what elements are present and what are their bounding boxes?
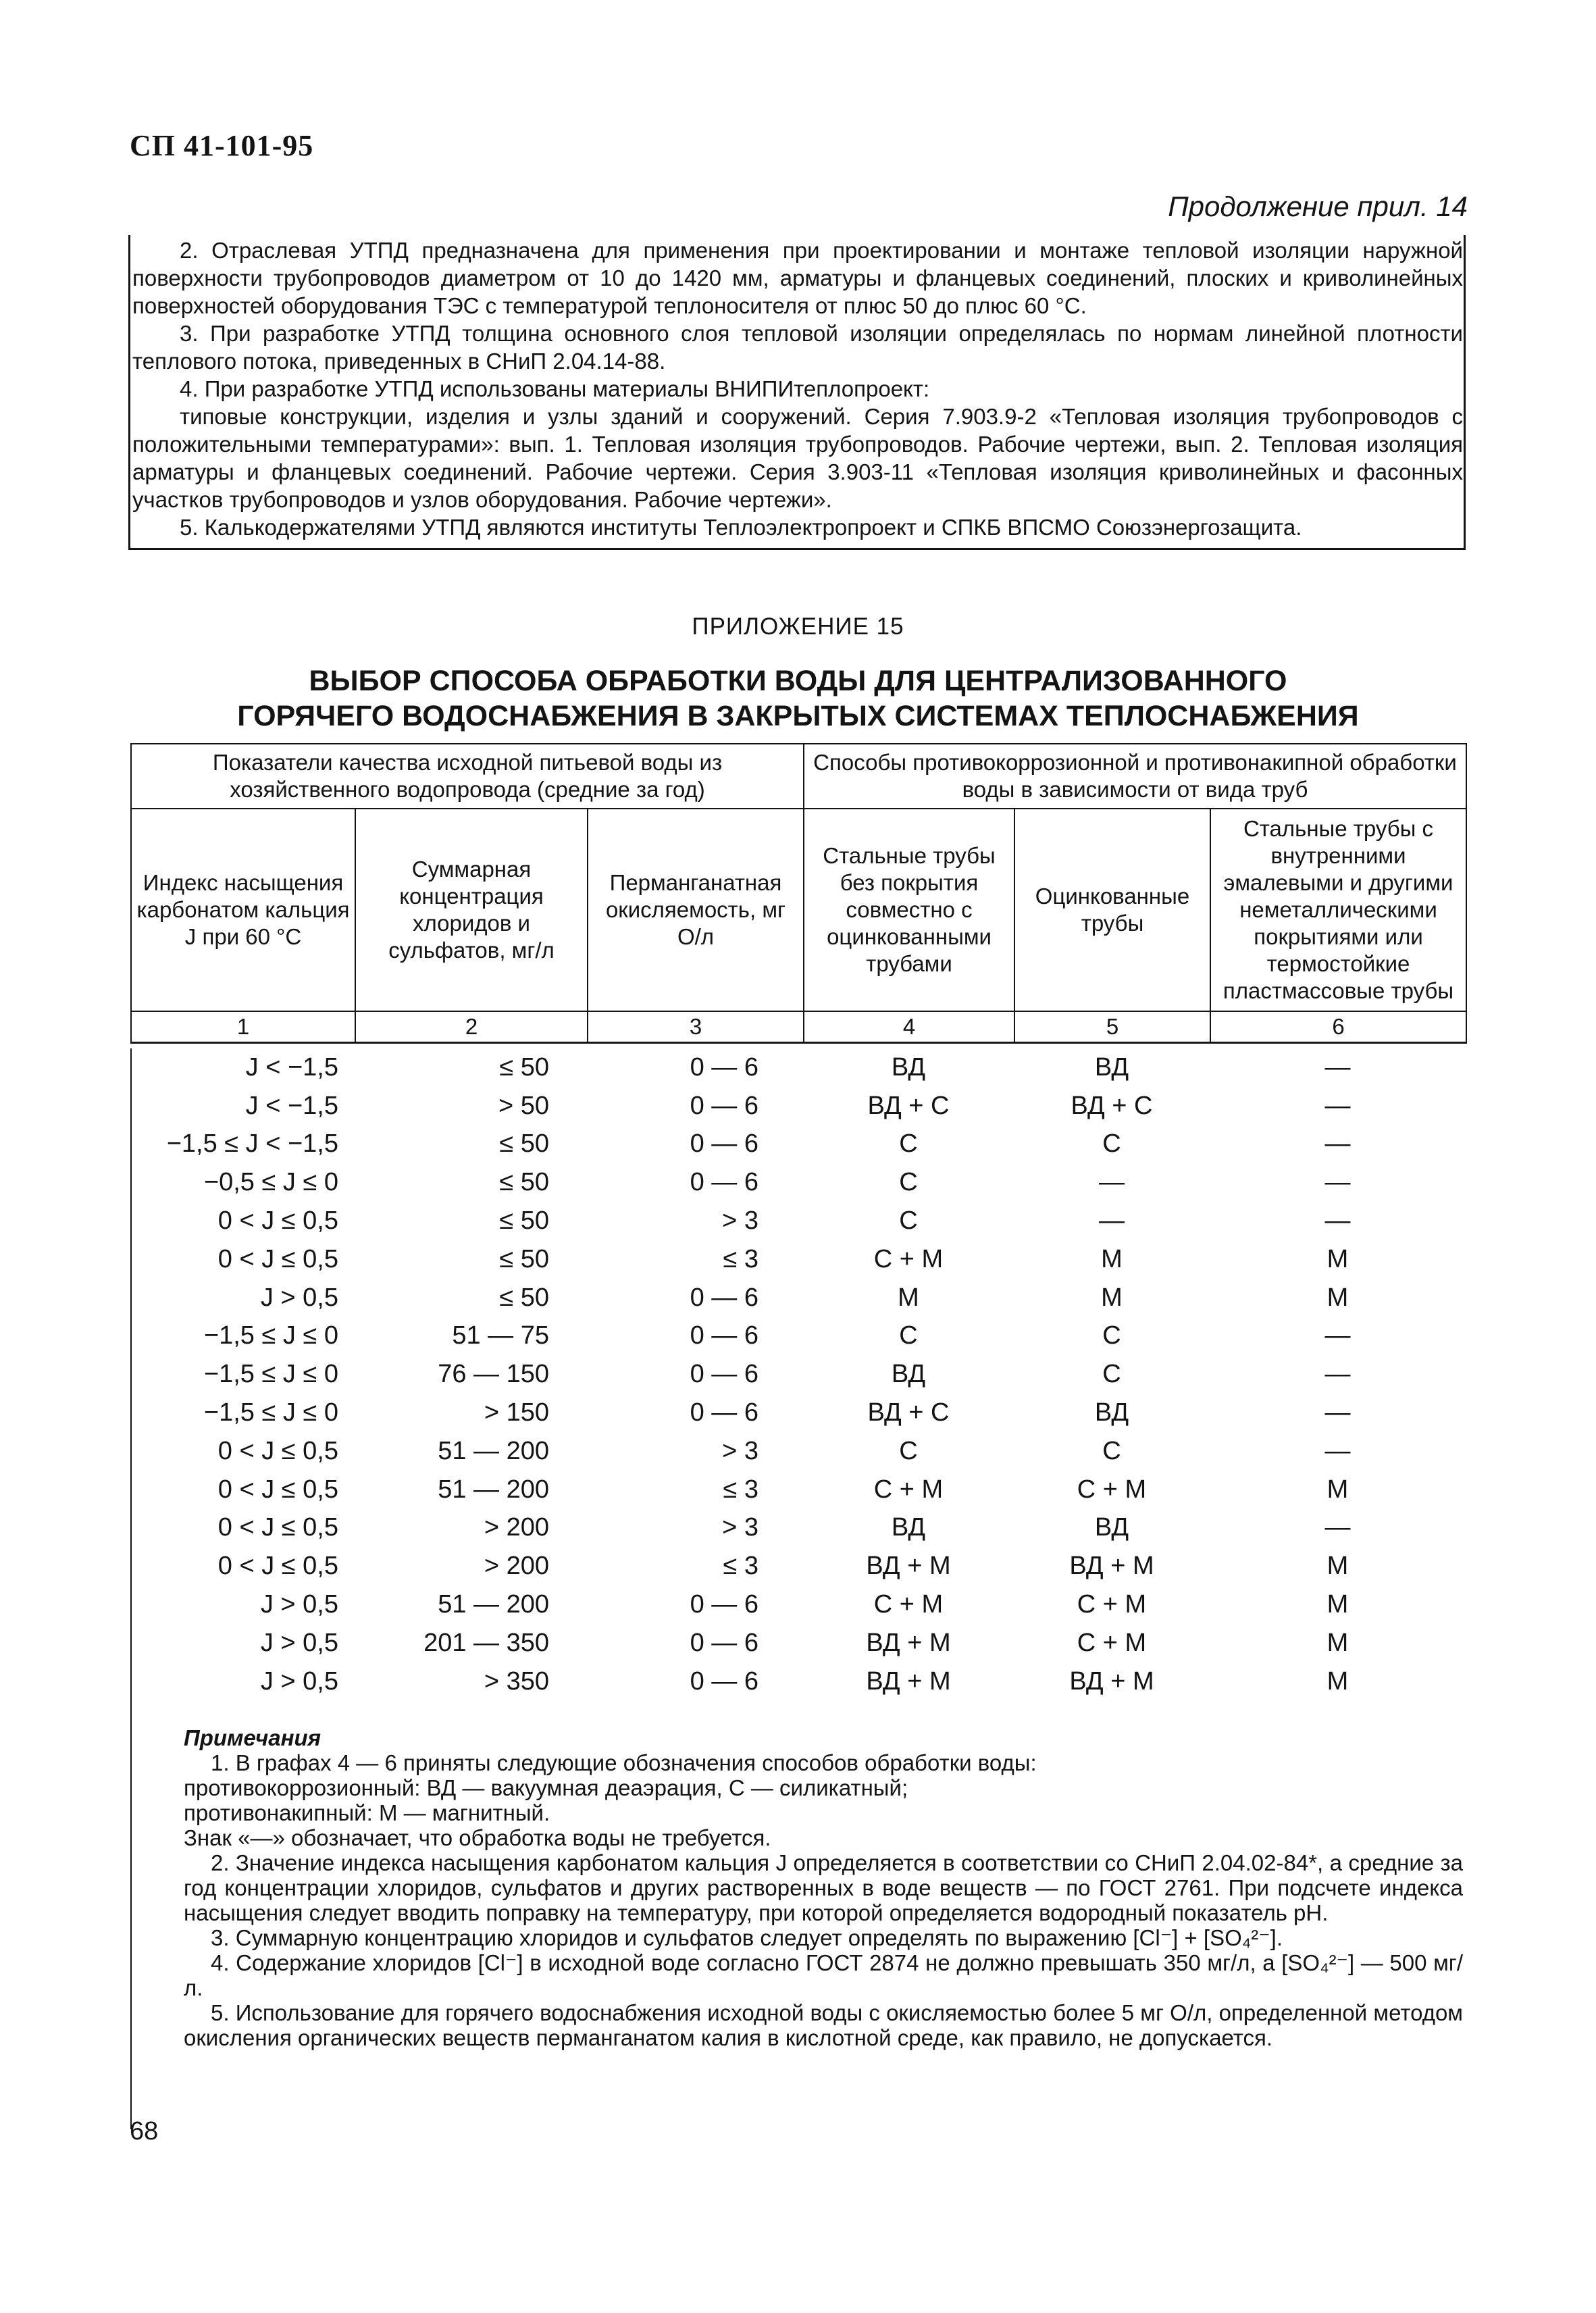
table-row <box>130 1163 1466 1202</box>
table-row <box>130 1240 1466 1279</box>
table-cell-col-6: — <box>1324 1052 1351 1082</box>
column-header-1: Индекс насыщения карбонатом кальция J при 60 °С <box>131 809 355 1011</box>
table-cell-col-3: > 3 <box>722 1436 758 1465</box>
column-header-3: Перманганатная окисляемость, мг О/л <box>588 809 804 1011</box>
table-cell-col-2: ≤ 50 <box>499 1244 549 1273</box>
table-cell-col-1: −0,5 ≤ J ≤ 0 <box>203 1168 338 1197</box>
table-cell-col-6: — <box>1324 1398 1351 1427</box>
note-1-dash: Знак «—» обозначает, что обработка воды не требуется. <box>184 1825 771 1850</box>
table-cell-col-3: 0 — 6 <box>690 1628 758 1657</box>
table-row <box>130 1048 1466 1087</box>
table-cell-col-4: ВД <box>891 1052 926 1082</box>
group-header-methods: Способы противокоррозионной и противонакипной обработки воды в зависимости от вида труб <box>804 744 1466 809</box>
column-header-4: Стальные трубы без покрытия совместно с оцинкованными трубами <box>804 809 1014 1011</box>
table-cell-col-3: > 3 <box>722 1206 758 1236</box>
table-cell-col-2: 51 — 200 <box>438 1436 549 1465</box>
column-number: 6 <box>1210 1011 1466 1042</box>
note-1-scale: противонакипный: М — магнитный. <box>184 1800 550 1825</box>
table-cell-col-4: ВД + С <box>867 1091 950 1120</box>
table-cell-col-6: М <box>1327 1552 1349 1581</box>
table-cell-col-5: С + М <box>1077 1475 1147 1504</box>
column-number: 4 <box>804 1011 1014 1042</box>
table-cell-col-3: 0 — 6 <box>690 1360 758 1389</box>
top-note-3: 3. При разработке УТПД толщина основного слоя тепловой изоляции определялась по нормам линейной плотности теплового потока, приведенных в СНиП 2.04.14-88. <box>132 321 1463 374</box>
table-cell-col-5: ВД + С <box>1071 1091 1153 1120</box>
table-cell-col-6: — <box>1324 1360 1351 1389</box>
table-cell-col-4: ВД + С <box>867 1398 950 1427</box>
column-header-6: Стальные трубы с внутренними эмалевыми и другими неметаллическими покрытиями или термостойкие пластмассовые трубы <box>1210 809 1466 1011</box>
table-cell-col-5: С <box>1102 1360 1121 1389</box>
table-cell-col-2: 51 — 200 <box>438 1475 549 1504</box>
table-cell-col-2: ≤ 50 <box>499 1052 549 1082</box>
table-cell-col-4: С + М <box>873 1475 944 1504</box>
table-cell-col-5: ВД + М <box>1069 1552 1154 1581</box>
table-cell-col-1: J < −1,5 <box>245 1091 338 1120</box>
table-cell-col-5: С <box>1102 1321 1121 1350</box>
table-cell-col-6: М <box>1327 1628 1349 1657</box>
table-cell-col-4: С <box>899 1321 918 1350</box>
table-cell-col-1: J > 0,5 <box>260 1590 338 1619</box>
table-row <box>130 1585 1466 1624</box>
table-cell-col-3: ≤ 3 <box>723 1552 758 1581</box>
water-treatment-table-header <box>130 743 1467 1044</box>
table-row <box>130 1279 1466 1317</box>
table-cell-col-1: 0 < J ≤ 0,5 <box>217 1244 338 1273</box>
table-cell-col-5: С + М <box>1077 1590 1147 1619</box>
appendix-title-line-1: ВЫБОР СПОСОБА ОБРАБОТКИ ВОДЫ ДЛЯ ЦЕНТРАЛИЗОВАННОГО <box>309 665 1287 697</box>
note-1-corrosion: противокоррозионный: ВД — вакуумная деаэрация, С — силикатный; <box>184 1775 908 1800</box>
column-number: 3 <box>588 1011 804 1042</box>
table-cell-col-2: 51 — 75 <box>452 1321 549 1350</box>
table-cell-col-1: 0 < J ≤ 0,5 <box>217 1475 338 1504</box>
table-cell-col-5: С + М <box>1077 1628 1147 1657</box>
table-cell-col-5: ВД <box>1094 1513 1129 1542</box>
column-number: 1 <box>131 1011 355 1042</box>
table-cell-col-6: М <box>1327 1244 1349 1273</box>
table-cell-col-6: — <box>1324 1513 1351 1542</box>
table-cell-col-6: М <box>1327 1283 1349 1312</box>
table-cell-col-3: > 3 <box>722 1513 758 1542</box>
table-row <box>130 1471 1466 1509</box>
notes <box>184 1725 1463 2050</box>
table-cell-col-1: 0 < J ≤ 0,5 <box>217 1206 338 1236</box>
table-row <box>130 1547 1466 1585</box>
table-cell-col-2: 51 — 200 <box>438 1590 549 1619</box>
table-cell-col-1: J > 0,5 <box>260 1628 338 1657</box>
table-row <box>130 1432 1466 1471</box>
table-row <box>130 1317 1466 1356</box>
table-cell-col-1: J < −1,5 <box>245 1052 338 1082</box>
table-cell-col-3: 0 — 6 <box>690 1398 758 1427</box>
table-cell-col-1: 0 < J ≤ 0,5 <box>217 1436 338 1465</box>
table-cell-col-1: 0 < J ≤ 0,5 <box>217 1513 338 1542</box>
column-number: 5 <box>1014 1011 1210 1042</box>
table-cell-col-2: 201 — 350 <box>423 1628 549 1657</box>
table-cell-col-6: — <box>1324 1206 1351 1236</box>
notes-heading: Примечания <box>184 1725 321 1750</box>
table-cell-col-1: J > 0,5 <box>260 1283 338 1312</box>
table-cell-col-6: М <box>1327 1475 1349 1504</box>
top-note-4-body: типовые конструкции, изделия и узлы зданий и сооружений. Серия 7.903.9-2 «Тепловая изоляция трубопроводов с положительными температурами»: вып. 1. Тепловая изоляция трубопроводов. Рабочие чертежи, вып. 2. Тепловая изоляция арматуры и фланцевых соединений. Рабочие чертежи. Серия 3.903-11 «Тепловая изоляция криволинейных и фасонных участков трубопроводов и узлов оборудования. Рабочие чертежи». <box>132 404 1463 512</box>
table-cell-col-5: М <box>1101 1283 1123 1312</box>
table-cell-col-6: — <box>1324 1168 1351 1197</box>
table-cell-col-2: > 350 <box>484 1667 549 1696</box>
table-cell-col-4: ВД + М <box>866 1667 951 1696</box>
table-cell-col-3: 0 — 6 <box>690 1590 758 1619</box>
table-cell-col-4: М <box>898 1283 919 1312</box>
table-cell-col-3: ≤ 3 <box>723 1244 758 1273</box>
table-cell-col-5: ВД + М <box>1069 1667 1154 1696</box>
note-1: 1. В графах 4 — 6 приняты следующие обозначения способов обработки воды: <box>211 1750 1037 1775</box>
table-cell-col-4: ВД <box>891 1513 926 1542</box>
top-note-5: 5. Калькодержателями УТПД являются институты Теплоэлектропроект и СПКБ ВПСМО Союзэнергозащита. <box>180 515 1302 540</box>
appendix-label: ПРИЛОЖЕНИЕ 15 <box>692 613 904 640</box>
table-cell-col-3: 0 — 6 <box>690 1168 758 1197</box>
table-cell-col-5: М <box>1101 1244 1123 1273</box>
table-cell-col-1: J > 0,5 <box>260 1667 338 1696</box>
table-row <box>130 1662 1466 1701</box>
table-row <box>130 1087 1466 1125</box>
table-cell-col-2: 76 — 150 <box>438 1360 549 1389</box>
table-cell-col-3: 0 — 6 <box>690 1283 758 1312</box>
table-cell-col-6: — <box>1324 1436 1351 1465</box>
note-2: 2. Значение индекса насыщения карбонатом кальция J определяется в соответствии со СНиП 2.04.02-84*, а средние за год концентрации хлоридов, сульфатов и других растворенных в воде веществ — по ГОСТ 2761. При подсчете индекса насыщения следует вводить поправку на температуру, при которой определяется водородный показатель рН. <box>184 1850 1463 1925</box>
table-cell-col-4: С + М <box>873 1590 944 1619</box>
page-number: 68 <box>130 2117 159 2145</box>
table-cell-col-3: ≤ 3 <box>723 1475 758 1504</box>
document-code: СП 41-101-95 <box>130 129 314 162</box>
table-cell-col-5: С <box>1102 1436 1121 1465</box>
top-note-4: 4. При разработке УТПД использованы материалы ВНИПИтеплопроект: <box>180 376 930 401</box>
table-cell-col-1: 0 < J ≤ 0,5 <box>217 1552 338 1581</box>
table-cell-col-6: М <box>1327 1667 1349 1696</box>
table-row <box>130 1509 1466 1548</box>
table-cell-col-5: — <box>1099 1168 1125 1197</box>
top-note-2: 2. Отраслевая УТПД предназначена для применения при проектировании и монтаже тепловой изоляции наружной поверхности трубопроводов диаметром от 10 до 1420 мм, арматуры и фланцевых соединений, плоских и криволинейных поверхностей оборудования ТЭС с температурой теплоносителя от плюс 50 до плюс 60 °С. <box>132 238 1463 318</box>
table-cell-col-6: — <box>1324 1129 1351 1159</box>
table-row <box>130 1355 1466 1394</box>
table-row <box>130 1394 1466 1432</box>
group-header-quality: Показатели качества исходной питьевой воды из хозяйственного водопровода (средние за год) <box>131 744 804 809</box>
table-cell-col-3: 0 — 6 <box>690 1667 758 1696</box>
table-cell-col-1: −1,5 ≤ J ≤ 0 <box>203 1398 338 1427</box>
table-cell-col-5: ВД <box>1094 1398 1129 1427</box>
table-cell-col-3: 0 — 6 <box>690 1321 758 1350</box>
table-cell-col-2: ≤ 50 <box>499 1129 549 1159</box>
column-header-5: Оцинкованные трубы <box>1014 809 1210 1011</box>
top-notes <box>132 236 1463 541</box>
table-cell-col-4: С <box>899 1168 918 1197</box>
table-cell-col-1: −1,5 ≤ J ≤ 0 <box>203 1360 338 1389</box>
note-4: 4. Содержание хлоридов [Cl⁻] в исходной воде согласно ГОСТ 2874 не должно превышать 350 мг/л, а [SO₄²⁻] — 500 мг/л. <box>184 1950 1463 2000</box>
table-cell-col-4: С <box>899 1129 918 1159</box>
table-cell-col-6: — <box>1324 1321 1351 1350</box>
table-cell-col-2: ≤ 50 <box>499 1168 549 1197</box>
table-cell-col-6: — <box>1324 1091 1351 1120</box>
table-body <box>130 1048 1466 1701</box>
table-cell-col-3: 0 — 6 <box>690 1129 758 1159</box>
table-cell-col-3: 0 — 6 <box>690 1091 758 1120</box>
column-header-2: Суммарная концентрация хлоридов и сульфатов, мг/л <box>355 809 588 1011</box>
table-cell-col-5: — <box>1099 1206 1125 1236</box>
note-3: 3. Суммарную концентрацию хлоридов и сульфатов следует определять по выражению [Cl⁻] + [SO₄²⁻]. <box>211 1925 1283 1950</box>
table-cell-col-4: С <box>899 1436 918 1465</box>
table-row <box>130 1624 1466 1662</box>
table-cell-col-5: ВД <box>1094 1052 1129 1082</box>
table-cell-col-6: М <box>1327 1590 1349 1619</box>
table-cell-col-4: С <box>899 1206 918 1236</box>
table-cell-col-2: > 150 <box>484 1398 549 1427</box>
table-row <box>130 1202 1466 1240</box>
table-cell-col-2: ≤ 50 <box>499 1283 549 1312</box>
table-cell-col-2: > 200 <box>484 1552 549 1581</box>
note-5: 5. Использование для горячего водоснабжения исходной воды с окисляемостью более 5 мг О/л, определенной методом окисления органических веществ перманганатом калия в кислотной среде, как правило, не допускается. <box>184 2000 1463 2050</box>
table-cell-col-2: > 50 <box>498 1091 549 1120</box>
table-cell-col-3: 0 — 6 <box>690 1052 758 1082</box>
table-row <box>130 1125 1466 1164</box>
table-cell-col-1: −1,5 ≤ J ≤ 0 <box>203 1321 338 1350</box>
table-cell-col-2: > 200 <box>484 1513 549 1542</box>
table-cell-col-1: −1,5 ≤ J < −1,5 <box>166 1129 338 1159</box>
appendix-title-line-2: ГОРЯЧЕГО ВОДОСНАБЖЕНИЯ В ЗАКРЫТЫХ СИСТЕМАХ ТЕПЛОСНАБЖЕНИЯ <box>237 700 1359 732</box>
table-cell-col-5: С <box>1102 1129 1121 1159</box>
table-cell-col-4: ВД + М <box>866 1628 951 1657</box>
table-cell-col-4: ВД <box>891 1360 926 1389</box>
table-cell-col-2: ≤ 50 <box>499 1206 549 1236</box>
table-cell-col-4: С + М <box>873 1244 944 1273</box>
column-number: 2 <box>355 1011 588 1042</box>
table-cell-col-4: ВД + М <box>866 1552 951 1581</box>
appendix-title <box>0 663 1596 734</box>
continuation-label: Продолжение прил. 14 <box>1168 190 1468 222</box>
